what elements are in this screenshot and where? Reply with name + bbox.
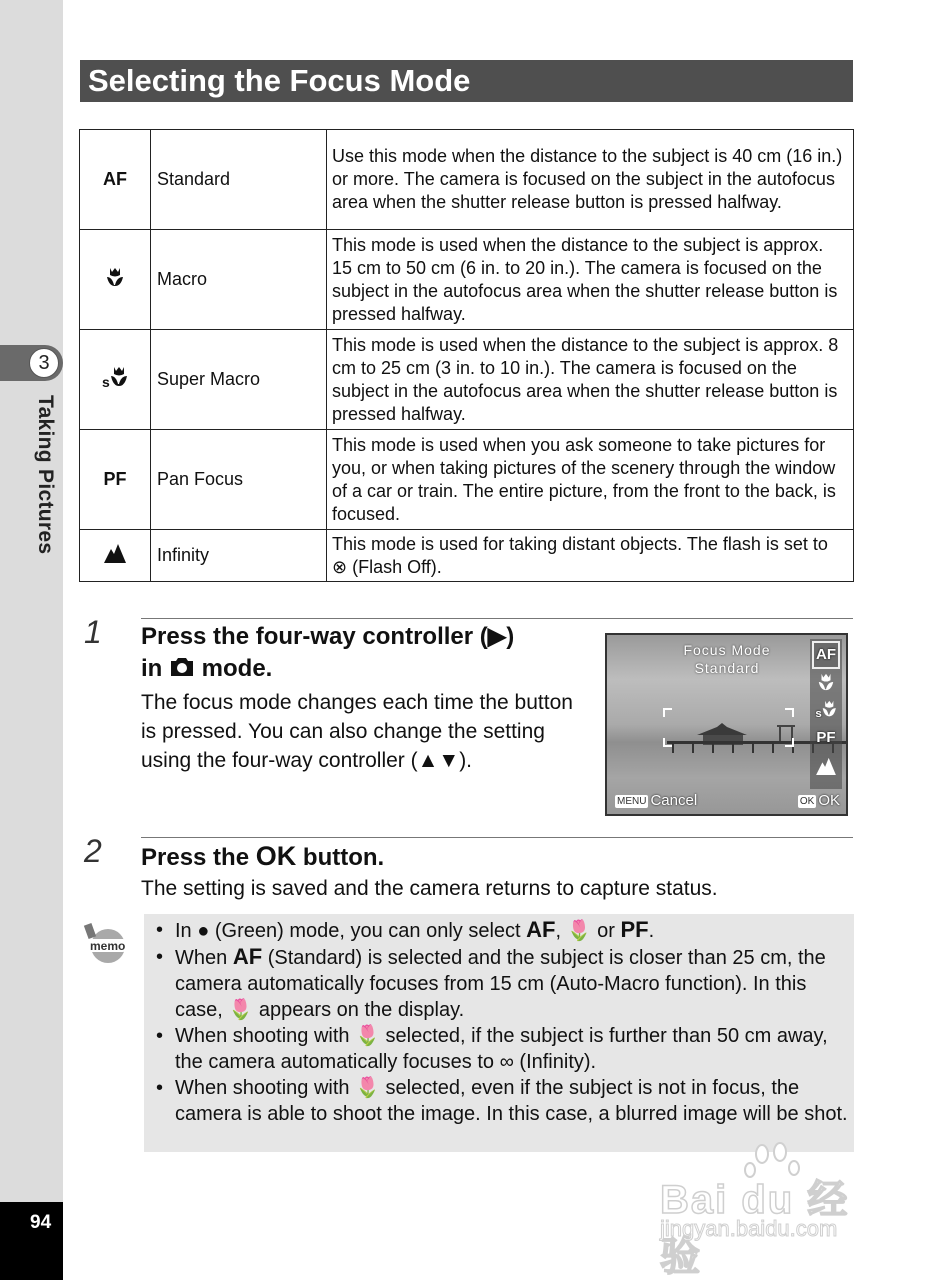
- table-row: [80, 430, 854, 530]
- mode-name: Standard: [151, 130, 327, 230]
- heading-text: Press the: [141, 844, 250, 871]
- focus-modes-table: [79, 129, 854, 582]
- super-macro-icon: [80, 330, 151, 430]
- step-number: 1: [84, 614, 102, 650]
- af-frame-corner: [785, 708, 794, 717]
- table-row: [80, 330, 854, 430]
- table-row: [80, 230, 854, 330]
- mode-name: Pan Focus: [151, 430, 327, 530]
- step-heading: [141, 840, 384, 874]
- af-icon: AF: [526, 917, 556, 942]
- green-mode-icon: ●: [197, 920, 210, 942]
- step-heading-line: Press the four-way controller (▶): [141, 623, 515, 650]
- memo-text: When: [175, 947, 233, 969]
- watermark-url: jingyan.baidu.com: [660, 1216, 838, 1241]
- lcd-macro-icon: [812, 673, 840, 695]
- lcd-title: [647, 641, 807, 677]
- memo-item: • When shooting with 🌷 selected, even if the subject is not in focus, the camera is able to shoot the image. In this case, a blurred image will be shot.: [156, 1075, 848, 1127]
- lcd-pan-focus-icon: PF: [816, 729, 836, 746]
- pf-icon: PF: [620, 917, 649, 942]
- ok-label: OK: [818, 792, 840, 809]
- svg-text:memo: memo: [90, 939, 126, 953]
- lcd-ok-hint: [798, 792, 840, 809]
- pan-focus-icon: PF: [80, 430, 151, 530]
- af-frame-corner: [663, 738, 672, 747]
- memo-text: ,: [555, 920, 567, 942]
- lcd-cancel-hint: [615, 792, 697, 809]
- chapter-number: 3: [29, 348, 59, 378]
- lcd-super-macro-icon: [812, 700, 840, 722]
- af-standard-icon: AF: [80, 130, 151, 230]
- ok-key-icon: OK: [799, 795, 815, 807]
- step-divider: [141, 837, 853, 838]
- infinity-mountain-icon: [80, 530, 151, 582]
- af-icon: AF: [232, 944, 263, 969]
- af-frame-corner: [785, 738, 794, 747]
- step-divider: [141, 618, 853, 619]
- memo-list: [156, 917, 848, 1127]
- memo-text: .: [648, 920, 655, 942]
- mode-description: Use this mode when the distance to the subject is 40 cm (16 in.) or more. The camera is focused on the subject in the autofocus area when the shutter release button is pressed halfway.: [327, 130, 854, 230]
- baidu-watermark: [660, 1140, 880, 1279]
- memo-text: In: [175, 920, 198, 942]
- memo-text: (Standard) is selected and the subject is closer than 25 cm, the camera automatically focuses from 15 cm (Auto-Macro function). In this case, 🌷 appears on the display.: [175, 947, 826, 1021]
- step-body: The focus mode changes each time the button is pressed. You can also change the setting using the four-way controller (▲▼).: [141, 691, 573, 772]
- lcd-menu-title: Focus Mode: [683, 642, 771, 658]
- table-row: [80, 530, 854, 582]
- step-body: The setting is saved and the camera returns to capture status.: [141, 877, 718, 900]
- heading-text: in: [141, 655, 163, 682]
- mode-name: Macro: [151, 230, 327, 330]
- af-frame-corner: [663, 708, 672, 717]
- step-heading: [141, 621, 514, 685]
- table-row: [80, 130, 854, 230]
- heading-text: mode.: [201, 655, 273, 682]
- macro-icon: 🌷: [566, 920, 592, 942]
- camera-lcd-screenshot: [605, 633, 848, 816]
- page-number: 94: [30, 1212, 52, 1233]
- ok-button-label: OK: [255, 841, 297, 871]
- step-heading-line: [141, 653, 514, 685]
- chapter-title: Taking Pictures: [34, 395, 57, 555]
- memo-item: [156, 917, 848, 944]
- camera-icon: [169, 656, 195, 678]
- cancel-label: Cancel: [650, 792, 698, 809]
- section-title-bar: [80, 60, 853, 102]
- step-number: 2: [84, 833, 102, 869]
- memo-item: • When shooting with 🌷 selected, if the subject is further than 50 cm away, the camera automatically focuses to ∞ (Infinity).: [156, 1023, 848, 1075]
- mode-description: This mode is used when the distance to the subject is approx. 15 cm to 50 cm (6 in. to 20 in.). The camera is focused on the subject in the autofocus area when the shutter release button is pressed halfway.: [327, 230, 854, 330]
- mode-description: This mode is used when you ask someone to take pictures for you, or when taking pictures of the scenery through the window of a car or train. The entire picture, from the front to the back, is focused.: [327, 430, 854, 530]
- lcd-infinity-icon: [812, 757, 840, 779]
- memo-text: or: [591, 920, 621, 942]
- memo-icon: [82, 922, 128, 964]
- memo-text: (Green) mode, you can only select: [209, 920, 527, 942]
- mode-name: Infinity: [151, 530, 327, 582]
- heading-text: button.: [302, 844, 385, 871]
- chapter-sidebar: [0, 0, 63, 1280]
- macro-flower-icon: [80, 230, 151, 330]
- mode-description: This mode is used for taking distant objects. The flash is set to ⊗ (Flash Off).: [327, 530, 854, 582]
- memo-item: [156, 944, 848, 1023]
- lcd-af-icon: AF: [812, 641, 840, 669]
- menu-key-icon: MENU: [617, 795, 647, 807]
- svg-text:s: s: [102, 373, 110, 388]
- watermark-brand: Bai du 经验: [660, 1178, 850, 1279]
- svg-text:s: s: [815, 708, 822, 718]
- mode-description: This mode is used when the distance to the subject is approx. 8 cm to 25 cm (3 in. to 10 in.). The camera is focused on the subject in the autofocus area when the shutter release button is pressed halfway.: [327, 330, 854, 430]
- section-title: Selecting the Focus Mode: [88, 63, 471, 98]
- mode-name: Super Macro: [151, 330, 327, 430]
- lcd-selected-mode: Standard: [694, 660, 760, 676]
